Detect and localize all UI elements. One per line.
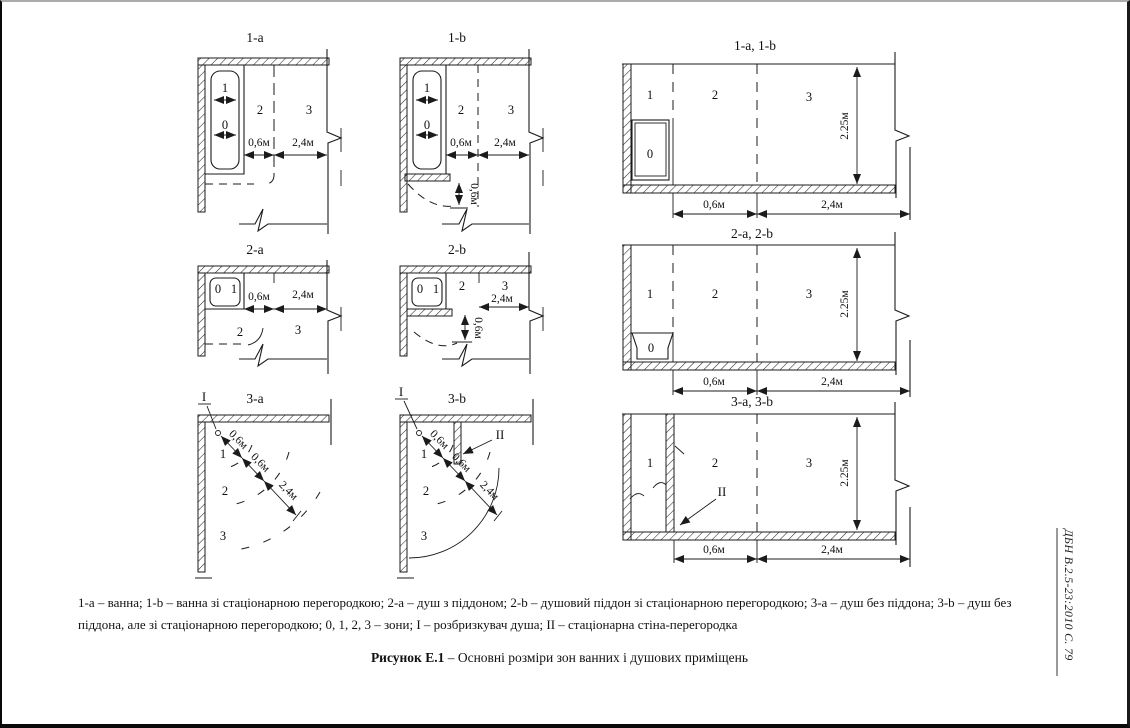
dim-24: 2,4м <box>821 376 843 388</box>
plan-3b-title: 3-b <box>448 391 466 406</box>
zone-1-label: 1 <box>646 287 654 301</box>
plan-3a-linework <box>195 399 331 578</box>
break-line-bottom <box>442 209 529 231</box>
plan-1b <box>400 30 543 234</box>
wall-left <box>400 422 407 572</box>
zone-2-label: 2 <box>256 103 264 117</box>
wall-top <box>400 266 531 273</box>
zone-2-label: 2 <box>458 279 466 293</box>
partition-mark: II <box>495 427 505 442</box>
break-line-bottom <box>442 344 529 366</box>
zone-1-label: 1 <box>230 282 238 296</box>
zone-3-label: 3 <box>507 103 515 117</box>
zone-0-label: 0 <box>423 118 431 132</box>
wall-top <box>198 415 329 422</box>
wall-left <box>400 273 407 356</box>
break-line-right <box>529 49 543 234</box>
dim-06: 0,6м <box>449 450 474 475</box>
zone-2-label: 2 <box>221 484 229 498</box>
plan-2a-linework <box>198 260 341 374</box>
wall-left <box>198 422 205 572</box>
dim-06: 0,6м <box>703 544 725 556</box>
zone-1-label: 1 <box>221 81 229 95</box>
zone-3-label: 3 <box>420 529 428 543</box>
break-line-right <box>327 49 341 234</box>
dim-24: 2,4м <box>292 289 314 301</box>
zone-2-label: 2 <box>457 103 465 117</box>
dim-06: 0,6м <box>248 450 273 475</box>
plan-2b <box>400 242 543 374</box>
wall-left <box>623 414 631 540</box>
sprayer-mark: I <box>398 384 404 399</box>
wall-top <box>198 266 329 273</box>
dim-24: 2,4м <box>491 293 513 305</box>
dim-06: 0,6м <box>703 376 725 388</box>
zone-2-label: 2 <box>711 88 719 102</box>
wall-top <box>400 58 531 65</box>
zone-1-label: 1 <box>432 282 440 296</box>
zone-3-label: 3 <box>294 323 302 337</box>
zone-2-label: 2 <box>422 484 430 498</box>
elevation-3 <box>622 394 910 567</box>
dim-24: 2,4м <box>494 137 516 149</box>
break-line-right <box>895 402 909 545</box>
zone-1-label: 1 <box>423 81 431 95</box>
plan-2a-title: 2-a <box>246 242 264 257</box>
wall-left <box>623 64 631 193</box>
zone-1-label: 1 <box>646 456 654 470</box>
shower-sprayer <box>216 431 221 436</box>
zone-2-label: 2 <box>711 456 719 470</box>
door-swing <box>408 184 454 206</box>
wall-top <box>400 415 531 422</box>
floor <box>623 185 895 193</box>
wall-left <box>400 65 407 212</box>
wall-left <box>623 245 631 370</box>
break-line-right <box>895 52 909 198</box>
zone-3-label: 3 <box>219 529 227 543</box>
zone-1-label: 1 <box>219 447 227 461</box>
dim-06: 0,6м <box>248 291 270 303</box>
plan-3a <box>195 389 331 578</box>
partition-wall <box>666 414 674 532</box>
zone-2-label: 2 <box>711 287 719 301</box>
zone-0-label: 0 <box>221 118 229 132</box>
zone-0-label: 0 <box>647 341 655 355</box>
plan-3a-title: 3-a <box>246 391 264 406</box>
break-line-bottom <box>239 209 327 231</box>
zone-1-label: 1 <box>646 88 654 102</box>
dim-24: 2,4м <box>292 137 314 149</box>
zone-3-label: 3 <box>805 456 813 470</box>
dim-height: 2.25м <box>839 459 851 487</box>
dim-06-vert: 0,6м <box>468 183 480 205</box>
caption-line-2: піддона, але зі стаціонарною перегородкою; 0, 1, 2, 3 – зони; I – розбризкувач душа; II – стаціонарна стіна-перегородка <box>78 617 738 632</box>
zone-3-label: 3 <box>501 279 509 293</box>
dim-06: 0,6м <box>427 427 452 452</box>
sprayer-mark: I <box>201 389 207 404</box>
docref-rule <box>1056 528 1058 676</box>
zone-3-label: 3 <box>305 103 313 117</box>
zone-arc-3 <box>228 492 320 551</box>
plan-1a-title: 1-a <box>246 30 264 45</box>
elevation-1-title: 1-a, 1-b <box>734 38 776 53</box>
dim-24: 2,4м <box>276 478 301 503</box>
document-reference: ДБН В.2.5-23:2010 С. 79 <box>1062 529 1076 661</box>
dim-height: 2.25м <box>839 112 851 140</box>
zone-3-label: 3 <box>805 287 813 301</box>
door-swing <box>248 328 263 345</box>
dim-06: 0,6м <box>450 137 472 149</box>
zone-1-label: 1 <box>420 447 428 461</box>
elevation-2-title: 2-a, 2-b <box>731 226 773 241</box>
dim-24: 2,4м <box>821 544 843 556</box>
dim-06-vert: 0,6м <box>472 317 484 339</box>
plan-1a <box>198 30 341 234</box>
elevation-3-title: 3-a, 3-b <box>731 394 773 409</box>
elevation-2-linework <box>622 232 910 397</box>
figure-number: Рисунок Е.1 <box>370 650 445 665</box>
plan-2a <box>198 242 341 374</box>
partition-wall <box>407 309 452 316</box>
zone-0-label: 0 <box>416 282 424 296</box>
wall-top <box>198 58 329 65</box>
break-line-right <box>327 260 341 374</box>
floor <box>623 362 895 370</box>
dim-06: 0,6м <box>703 199 725 211</box>
floor <box>623 532 895 540</box>
figure-title-text: – Основні розміри зон ванних і душових приміщень <box>444 650 749 665</box>
plan-3b <box>395 384 533 578</box>
break-line-right <box>895 232 909 375</box>
elevation-3-linework <box>622 402 910 567</box>
zone-0-label: 0 <box>214 282 222 296</box>
zone-2-label: 2 <box>236 325 244 339</box>
figure-title <box>2 650 1117 666</box>
dim-24: 2,4м <box>821 199 843 211</box>
partition-mark: II <box>717 484 727 499</box>
elevation-1-linework <box>622 52 910 220</box>
figure-caption <box>78 592 1068 636</box>
caption-line-1: 1-a – ванна; 1-b – ванна зі стаціонарною перегородкою; 2-a – душ з піддоном; 2-b – душовий піддон зі стаціонарною перегородкою; 3-a – душ без піддона; 3-b – душ без <box>78 595 1012 610</box>
elevation-2 <box>622 226 910 397</box>
partition-wall <box>405 174 450 181</box>
door-swing <box>414 332 457 346</box>
plan-2b-title: 2-b <box>448 242 466 257</box>
wall-left <box>198 273 205 356</box>
dim-height: 2.25м <box>839 290 851 318</box>
zone-0-label: 0 <box>646 147 654 161</box>
dim-06: 0,6м <box>226 427 251 452</box>
shower-sprayer <box>417 431 422 436</box>
dim-24: 2,4м <box>477 478 502 503</box>
plan-2b-linework <box>400 252 543 374</box>
plan-3b-linework <box>395 399 533 578</box>
break-line-bottom <box>239 344 327 366</box>
dim-06: 0,6м <box>248 137 270 149</box>
elevation-1 <box>622 38 910 220</box>
zone-3-label: 3 <box>805 90 813 104</box>
wall-left <box>198 65 205 212</box>
plan-1b-title: 1-b <box>448 30 466 45</box>
